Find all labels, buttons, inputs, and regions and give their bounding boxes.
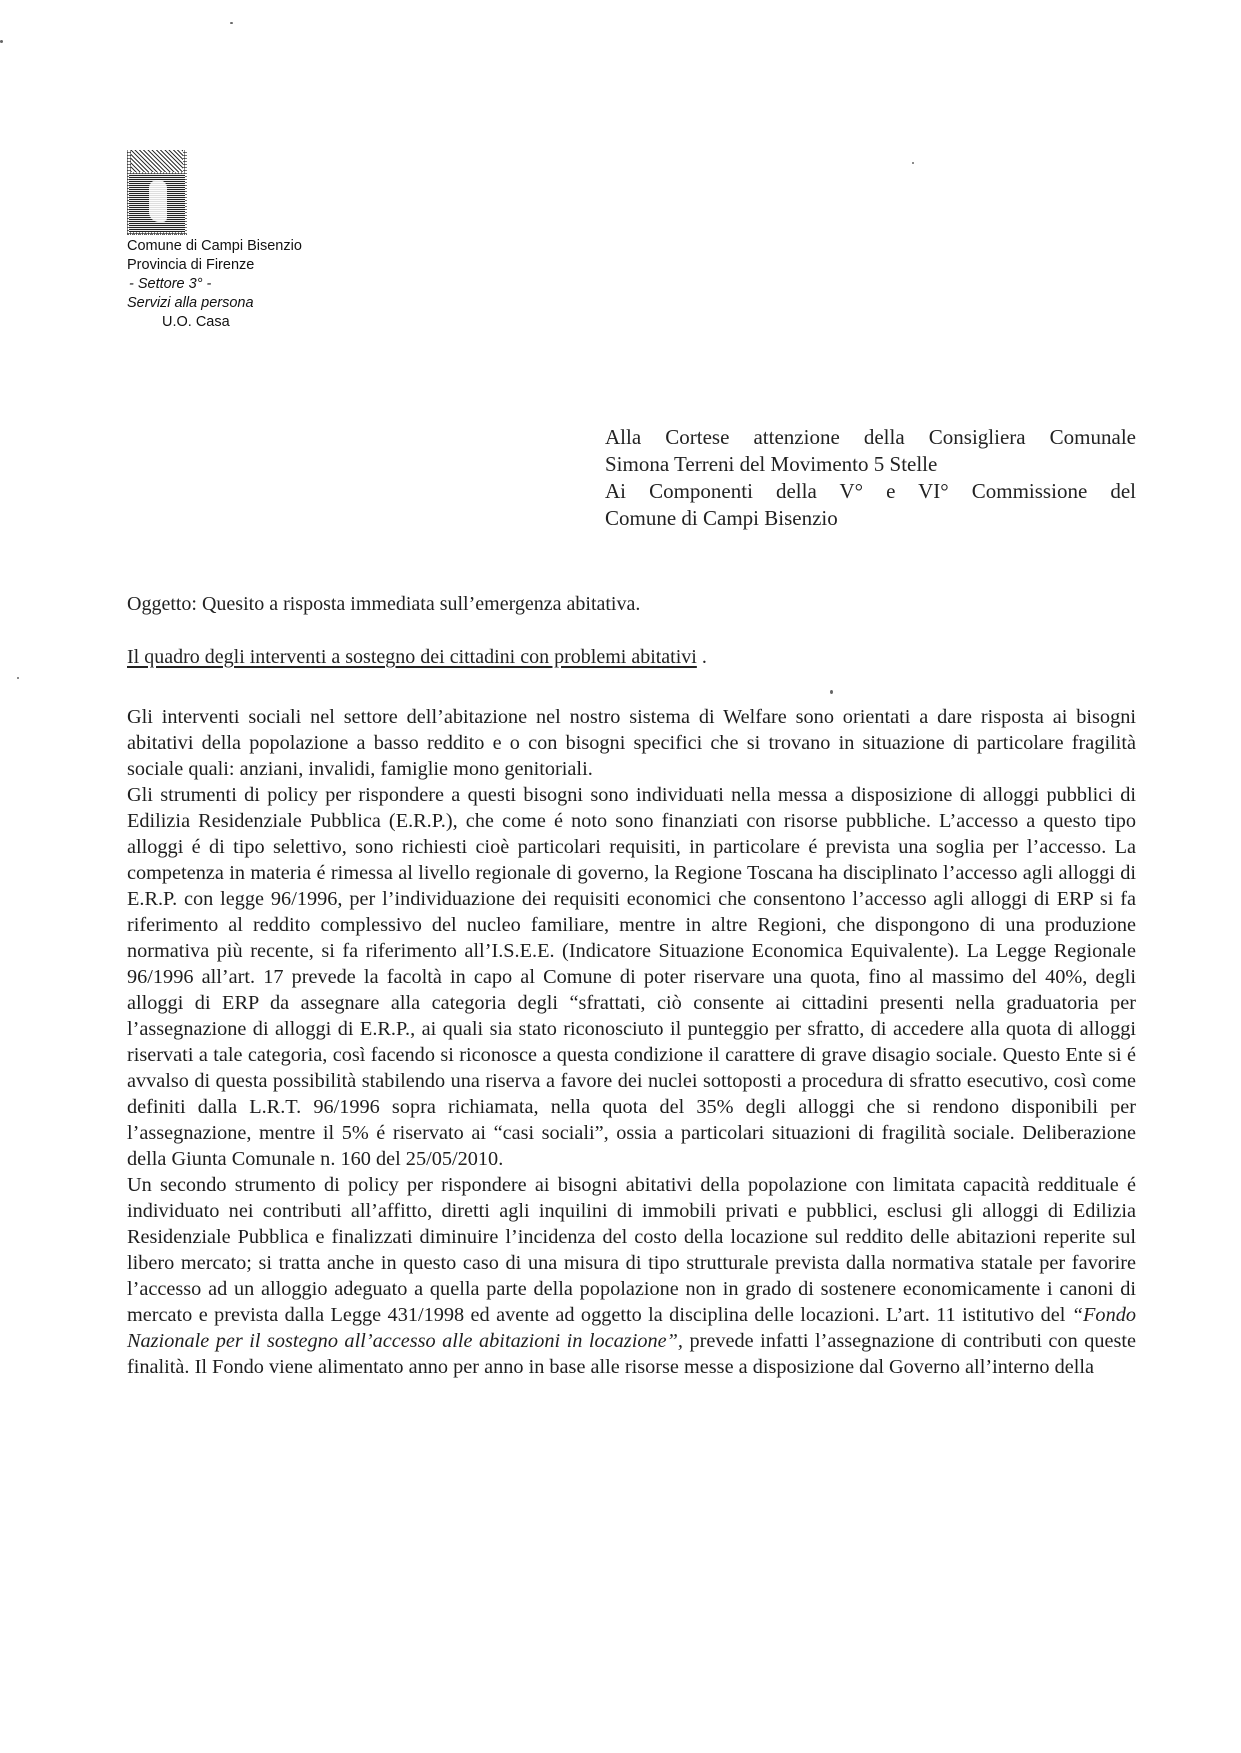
recipient-line-1: Alla Cortese attenzione della Consigliera Comunale [605, 425, 1136, 449]
scan-speck [17, 677, 19, 679]
province-name: Provincia di Firenze [127, 257, 255, 273]
scan-speck [0, 40, 3, 43]
section-heading [127, 646, 707, 669]
figure-icon [149, 180, 167, 222]
paragraph-1: Gli interventi sociali nel settore dell’abitazione nel nostro sistema di Welfare sono orientati a dare risposta ai bisogni abitativi della popolazione a basso reddito e o con bisogni specifici che si trovano in situazione di particolare fragilità sociale quali: anziani, invalidi, famiglie mono genitoriali. [127, 706, 1136, 780]
scan-speck [230, 22, 233, 24]
paragraph-3 [127, 1172, 1136, 1380]
municipality-name: Comune di Campi Bisenzio [127, 238, 302, 254]
subject-line: Oggetto: Quesito a risposta immediata sull’emergenza abitativa. [127, 593, 641, 615]
crown-icon [131, 150, 183, 172]
recipient-line-3: Ai Componenti della V° e VI° Commissione del [605, 479, 1136, 503]
scan-speck [912, 162, 914, 164]
letterhead [127, 150, 367, 332]
section-heading-period: . [696, 646, 707, 668]
service-label: Servizi alla persona [127, 295, 254, 311]
scan-speck [830, 690, 833, 694]
recipients-block [605, 424, 1136, 532]
municipal-coat-of-arms-icon [127, 150, 187, 235]
sector-label: - Settore 3° - [129, 276, 212, 292]
fund-name: “Fondo Nazionale per il sostegno all’accesso alle abitazioni in locazione”, [127, 1304, 1136, 1352]
unit-label: U.O. Casa [162, 314, 230, 330]
paragraph-3-start: Un secondo strumento di policy per rispondere ai bisogni abitativi della popolazione con limitata capacità reddituale é individuato nei contributi all’affitto, diretti agli inquilini di immobili privati e pubblici, esclusi gli alloggi di Edilizia Residenziale Pubblica e finalizzati diminuire l’incidenza del costo della locazione sul reddito delle abitazioni reperite sul libero mercato; si tratta anche in questo caso di una misura di tipo strutturale prevista dalla normativa statale per favorire l’accesso ad un alloggio adeguato a quella parte della popolazione non in grado di sostenere economicamente i canoni di mercato e prevista dalla Legge 431/1998 ed avente ad oggetto la disciplina delle locazioni. L’art. 11 istitutivo del [127, 1174, 1136, 1326]
recipient-line-4: Comune di Campi Bisenzio [605, 506, 838, 530]
paragraph-3-end: prevede infatti l’assegnazione di contributi con queste finalità. Il Fondo viene alimentato anno per anno in base alle risorse messe a disposizione dal Governo all’interno della [127, 1330, 1137, 1378]
recipient-line-2: Simona Terreni del Movimento 5 Stelle [605, 452, 938, 476]
letter-body [127, 704, 1136, 1380]
section-heading-text: Il quadro degli interventi a sostegno dei cittadini con problemi abitativi [127, 646, 697, 668]
paragraph-2: Gli strumenti di policy per rispondere a questi bisogni sono individuati nella messa a disposizione di alloggi pubblici di Edilizia Residenziale Pubblica (E.R.P.), che come é noto sono finanziati con risorse pubbliche. L’accesso a questo tipo alloggi é di tipo selettivo, sono richiesti cioè particolari requisiti, in particolare é prevista una soglia per l’accesso. La competenza in materia é rimessa al livello regionale di governo, la Regione Toscana ha disciplinato l’accesso agli alloggi di E.R.P. con legge 96/1996, per l’individuazione dei requisiti economici che consentono l’accesso agli alloggi di ERP si fa riferimento al reddito complessivo del nucleo familiare, mentre in altre Regioni, che dispongono di una produzione normativa più recente, si fa riferimento all’I.S.E.E. (Indicatore Situazione Economica Equivalente). La Legge Regionale 96/1996 all’art. 17 prevede la facoltà in capo al Comune di poter riservare una quota, fino al massimo del 40%, degli alloggi di ERP da assegnare alla categoria degli “sfrattati, ciò consente ai cittadini presenti nella graduatoria per l’assegnazione di alloggi di E.R.P., ai quali sia stato riconosciuto il punteggio per sfratto, di accedere alla quota di alloggi riservati a tale categoria, così facendo si riconosce a questa condizione il carattere di grave disagio sociale. Questo Ente si é avvalso di questa possibilità stabilendo una riserva a favore dei nuclei sottoposti a procedura di sfratto esecutivo, così come definiti dalla L.R.T. 96/1996 sopra richiamata, nella quota del 35% degli alloggi che si rendono disponibili per l’assegnazione, mentre il 5% é riservato ai “casi sociali”, ossia a particolari situazioni di fragilità sociale. Deliberazione della Giunta Comunale n. 160 del 25/05/2010. [127, 784, 1136, 1170]
